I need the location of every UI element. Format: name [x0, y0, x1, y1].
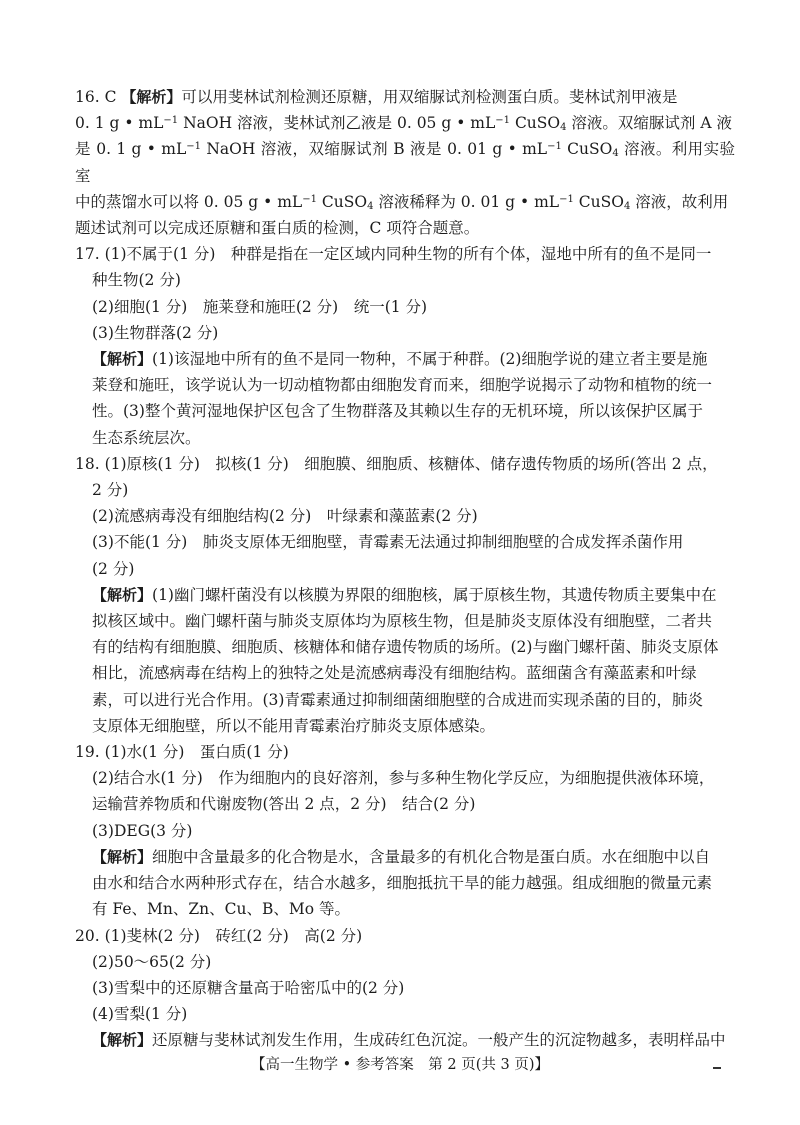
q16-line-5: 题述试剂可以完成还原糖和蛋白质的检测，C 项符合题意。	[75, 219, 480, 238]
q19-line-1: 19. (1)水(1 分) 蛋白质(1 分)	[75, 743, 289, 762]
q19-line-7: 有 Fe、Mn、Zn、Cu、B、Mo 等。	[92, 900, 350, 919]
q18-line-9: 相比，流感病毒在结构上的独特之处是流感病毒没有细胞结构。蓝细菌含有藻蓝素和叶绿	[92, 664, 697, 683]
q18-line-8: 有的结构有细胞膜、细胞质、核糖体和储存遗传物质的场所。(2)与幽门螺杆菌、肺炎支原体	[92, 638, 719, 657]
q19-line-4: (3)DEG(3 分)	[92, 821, 193, 840]
analysis-label: 【解析】	[92, 350, 153, 369]
q20-line-3: (3)雪梨中的还原糖含量高于哈密瓜中的(2 分)	[92, 978, 405, 997]
q20-line-5: 【解析】还原糖与斐林试剂发生作用，生成砖红色沉淀。一般产生的沉淀物越多，表明样品中	[92, 1031, 726, 1050]
q16-line-3: 是 0. 1 g • $mL^{-1}$ NaOH 溶液，双缩脲试剂 B 液是 0. 01 g • $mL^{-1}$ CuSO$_4$ 溶液。利用实验室	[75, 140, 735, 185]
q18-line-6: 【解析】(1)幽门螺杆菌没有以核膜为界限的细胞核，属于原核生物，其遗传物质主要集中在	[92, 585, 717, 604]
q18-line-1: 18. (1)原核(1 分) 拟核(1 分) 细胞膜、细胞质、核糖体、储存遗传物质的场所(答出 2 点，	[75, 454, 718, 473]
q17-line-8: 生态系统层次。	[92, 428, 201, 447]
q16-line-2: 0. 1 g • $mL^{-1}$ NaOH 溶液，斐林试剂乙液是 0. 05 g • $mL^{-1}$ CuSO$_4$ 溶液。双缩脲试剂 A 液	[75, 114, 732, 134]
q17-line-6: 莱登和施旺，该学说认为一切动植物都由细胞发育而来，细胞学说揭示了动物和植物的统一	[92, 376, 713, 395]
q18-line-5: (2 分)	[92, 559, 135, 578]
q17-line-7: 性。(3)整个黄河湿地保护区包含了生物群落及其赖以生存的无机环境，所以该保护区属于	[92, 402, 703, 421]
q19-line-2: (2)结合水(1 分) 作为细胞内的良好溶剂，参与多种生物化学反应，为细胞提供液体环境，	[92, 769, 715, 788]
q18-line-11: 支原体无细胞壁，所以不能用青霉素治疗肺炎支原体感染。	[92, 716, 496, 735]
q20-line-4: (4)雪梨(1 分)	[92, 1005, 188, 1024]
q17-line-4: (3)生物群落(2 分)	[92, 323, 219, 342]
q19-line-6: 由水和结合水两种形式存在，结合水越多，细胞抵抗干旱的能力越强。组成细胞的微量元素	[92, 874, 713, 893]
q17-line-5: 【解析】(1)该湿地中所有的鱼不是同一物种，不属于种群。(2)细胞学说的建立者主要是施	[92, 350, 708, 369]
analysis-label: 【解析】	[92, 585, 153, 604]
analysis-label: 【解析】	[121, 88, 182, 106]
analysis-label: 【解析】	[92, 847, 153, 866]
q18-line-7: 拟核区域中。幽门螺杆菌与肺炎支原体均为原核生物，但是肺炎支原体没有细胞壁，二者共	[92, 612, 713, 631]
answer-content	[75, 84, 735, 1054]
q20-line-1: 20. (1)斐林(2 分) 砖红(2 分) 高(2 分)	[75, 926, 363, 945]
q18-line-10: 素，可以进行光合作用。(3)青霉素通过抑制细菌细胞壁的合成进而实现杀菌的目的，肺炎	[92, 690, 703, 709]
q17-line-2: 种生物(2 分)	[92, 271, 181, 290]
q17-line-1: 17. (1)不属于(1 分) 种群是指在一定区域内同种生物的所有个体，湿地中所有的鱼不是同一	[75, 245, 712, 264]
q19-line-3: 运输营养物质和代谢废物(答出 2 点，2 分) 结合(2 分)	[92, 795, 476, 814]
q18-line-3: (2)流感病毒没有细胞结构(2 分) 叶绿素和藻蓝素(2 分)	[92, 507, 478, 526]
q20-line-2: (2)50～65(2 分)	[92, 952, 212, 971]
q19-line-5: 【解析】细胞中含量最多的化合物是水，含量最多的有机化合物是蛋白质。水在细胞中以自	[92, 847, 711, 866]
q18-line-2: 2 分)	[92, 481, 129, 500]
q18-line-4: (3)不能(1 分) 肺炎支原体无细胞壁，青霉素无法通过抑制细胞壁的合成发挥杀菌作用	[92, 533, 684, 552]
q16-line-1: 16. C 【解析】可以用斐林试剂检测还原糖，用双缩脲试剂检测蛋白质。斐林试剂甲液是	[75, 88, 678, 106]
corner-mark	[713, 1067, 721, 1069]
analysis-label: 【解析】	[92, 1031, 153, 1050]
page-footer: 【高一生物学 • 参考答案 第 2 页(共 3 页)】	[251, 1057, 549, 1073]
q17-line-3: (2)细胞(1 分) 施莱登和施旺(2 分) 统一(1 分)	[92, 297, 428, 316]
q16-line-4: 中的蒸馏水可以将 0. 05 g • $mL^{-1}$ CuSO$_4$ 溶液稀释为 0. 01 g • $mL^{-1}$ CuSO$_4$ 溶液，故利用	[75, 192, 729, 212]
